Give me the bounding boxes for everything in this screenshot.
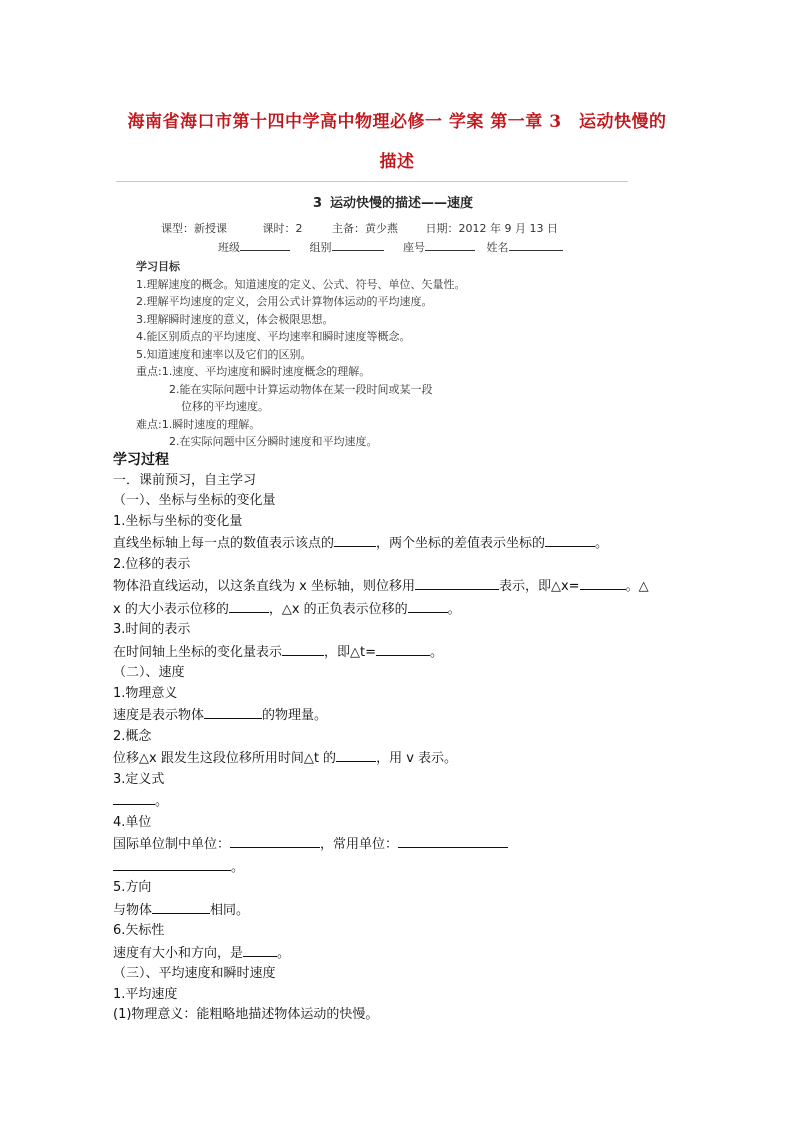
- process-heading: 学习过程: [113, 452, 169, 468]
- text-fragment: 。: [231, 859, 245, 875]
- text-fragment: ，两个坐标的差值表示坐标的: [376, 536, 546, 551]
- item-1-1-text: [113, 532, 713, 555]
- answer-blank[interactable]: [376, 641, 430, 656]
- item-2-6-text: [113, 942, 713, 965]
- answer-blank[interactable]: [580, 575, 626, 590]
- item-2-4-heading: 4.单位: [113, 814, 152, 830]
- item-2-5-heading: 5.方向: [113, 880, 152, 895]
- lesson-heading-text: 运动快慢的描述——速度: [330, 196, 474, 211]
- goal-item: 4.能区别质点的平均速度、平均速率和瞬时速度等概念。: [136, 330, 411, 343]
- answer-blank[interactable]: [415, 575, 499, 590]
- text-fragment: 。△: [625, 579, 649, 594]
- part-1-heading: 一．课前预习，自主学习: [113, 472, 257, 488]
- item-2-2-heading: 2.概念: [113, 728, 152, 744]
- answer-blank[interactable]: [113, 856, 231, 871]
- goal-item: 5.知道速度和速率以及它们的区别。: [136, 347, 312, 361]
- item-2-4-text: [113, 833, 713, 856]
- class-blank[interactable]: [240, 239, 290, 251]
- text-fragment: ，△x 的正负表示位移的: [268, 601, 408, 617]
- item-2-3-heading: 3.定义式: [113, 771, 165, 787]
- goals-heading: 学习目标: [136, 260, 180, 273]
- answer-blank[interactable]: [230, 833, 320, 848]
- item-2-5-text: [113, 899, 713, 922]
- key-points: [136, 363, 466, 381]
- document-title-line2: 描述: [379, 152, 415, 172]
- answer-blank[interactable]: [545, 532, 595, 547]
- answer-blank[interactable]: [408, 598, 448, 613]
- seat-blank[interactable]: [425, 239, 475, 251]
- text-fragment: 的物理量。: [262, 708, 328, 723]
- lesson-heading: [0, 192, 794, 211]
- item-1-2-text-cont: [113, 598, 713, 621]
- class-label: 班级: [218, 241, 240, 254]
- goal-item: 3.理解瞬时速度的意义，体会极限思想。: [136, 312, 334, 326]
- student-fields-row: [218, 239, 563, 255]
- text-fragment: 。: [430, 644, 444, 660]
- text-fragment: 表示，即△x=: [498, 579, 580, 594]
- text-fragment: 。: [447, 601, 461, 617]
- lesson-date: 日期：2012 年 9 月 13 日: [425, 222, 558, 235]
- text-fragment: 位移△x 跟发生这段位移所用时间△t 的: [113, 751, 337, 766]
- key-point-1: 1.速度、平均速度和瞬时速度概念的理解。: [161, 365, 371, 378]
- text-fragment: 速度是表示物体: [113, 708, 205, 723]
- group-blank[interactable]: [332, 239, 384, 251]
- key-label: 重点:: [136, 365, 162, 378]
- section-2-heading: （二）、速度: [113, 665, 185, 680]
- title-divider: [116, 181, 628, 182]
- item-1-2-heading: 2.位移的表示: [113, 556, 191, 572]
- item-2-1-heading: 1.物理意义: [113, 685, 178, 701]
- item-1-1-heading: 1.坐标与坐标的变化量: [113, 513, 243, 529]
- answer-blank[interactable]: [398, 833, 508, 848]
- document-title-line1: 海南省海口市第十四中学高中物理必修一 学案 第一章 3 运动快慢的: [127, 112, 667, 132]
- item-2-2-text: [113, 747, 713, 770]
- item-1-3-heading: 3.时间的表示: [113, 622, 191, 637]
- difficult-points: [136, 416, 466, 434]
- answer-blank[interactable]: [113, 790, 155, 805]
- answer-blank[interactable]: [229, 598, 269, 613]
- answer-blank[interactable]: [152, 899, 210, 914]
- lesson-preparer: 主备：黄少燕: [332, 222, 398, 235]
- text-fragment: ，常用单位：: [320, 837, 399, 852]
- difficulty-2: 2.在实际问题中区分瞬时速度和平均速度。: [169, 435, 378, 448]
- group-label: 组别: [309, 241, 332, 254]
- lesson-type: 课型：新授课: [161, 222, 227, 235]
- item-1-3-text: [113, 641, 713, 664]
- text-fragment: 。: [155, 794, 169, 809]
- answer-blank[interactable]: [336, 747, 376, 762]
- item-3-1-heading: 1.平均速度: [113, 986, 178, 1002]
- section-1-heading: （一）、坐标与坐标的变化量: [113, 493, 276, 508]
- text-fragment: x 的大小表示位移的: [113, 601, 229, 617]
- lesson-hours: 课时：2: [262, 222, 303, 235]
- answer-blank[interactable]: [204, 704, 262, 719]
- seat-label: 座号: [403, 241, 425, 254]
- learning-goals: [136, 258, 466, 451]
- answer-blank[interactable]: [243, 942, 277, 957]
- difficulty-label: 难点:: [136, 417, 162, 431]
- difficulty-1: 1.瞬时速度的理解。: [161, 417, 261, 431]
- item-2-1-text: [113, 704, 713, 727]
- answer-blank[interactable]: [282, 641, 324, 656]
- lesson-meta-row: [161, 220, 558, 236]
- name-label: 姓名: [486, 241, 509, 254]
- text-fragment: ，即△t=: [324, 644, 377, 660]
- item-2-4-text-cont: [113, 856, 713, 879]
- text-fragment: 物体沿直线运动，以这条直线为 x 坐标轴，则位移用: [113, 579, 415, 594]
- text-fragment: 与物体: [113, 902, 153, 918]
- text-fragment: 直线坐标轴上每一点的数值表示该点的: [113, 536, 335, 551]
- text-fragment: 。: [277, 945, 291, 961]
- learning-process: [113, 450, 713, 1026]
- text-fragment: ，用 v 表示。: [376, 751, 458, 766]
- item-2-3-text: [113, 790, 713, 813]
- text-fragment: 。: [595, 536, 609, 551]
- goal-item: 1.理解速度的概念。知道速度的定义、公式、符号、单位、矢量性。: [136, 277, 466, 291]
- goal-item: 2.理解平均速度的定义，会用公式计算物体运动的平均速度。: [136, 295, 433, 308]
- text-fragment: 相同。: [210, 902, 250, 918]
- item-1-2-text: [113, 575, 713, 598]
- text-fragment: 在时间轴上坐标的变化量表示: [113, 644, 283, 660]
- lesson-number: 3: [312, 196, 323, 211]
- answer-blank[interactable]: [334, 532, 376, 547]
- key-point-2b: 位移的平均速度。: [181, 400, 269, 413]
- section-3-heading: （三）、平均速度和瞬时速度: [113, 966, 276, 981]
- item-2-6-heading: 6.矢标性: [113, 923, 165, 938]
- text-fragment: 速度有大小和方向，是: [113, 945, 244, 961]
- key-point-2a: 2.能在实际问题中计算运动物体在某一段时间或某一段: [169, 382, 433, 396]
- item-3-1-text: (1)物理意义：能粗略地描述物体运动的快慢。: [113, 1007, 379, 1022]
- name-blank[interactable]: [509, 239, 563, 251]
- text-fragment: 国际单位制中单位：: [113, 837, 231, 852]
